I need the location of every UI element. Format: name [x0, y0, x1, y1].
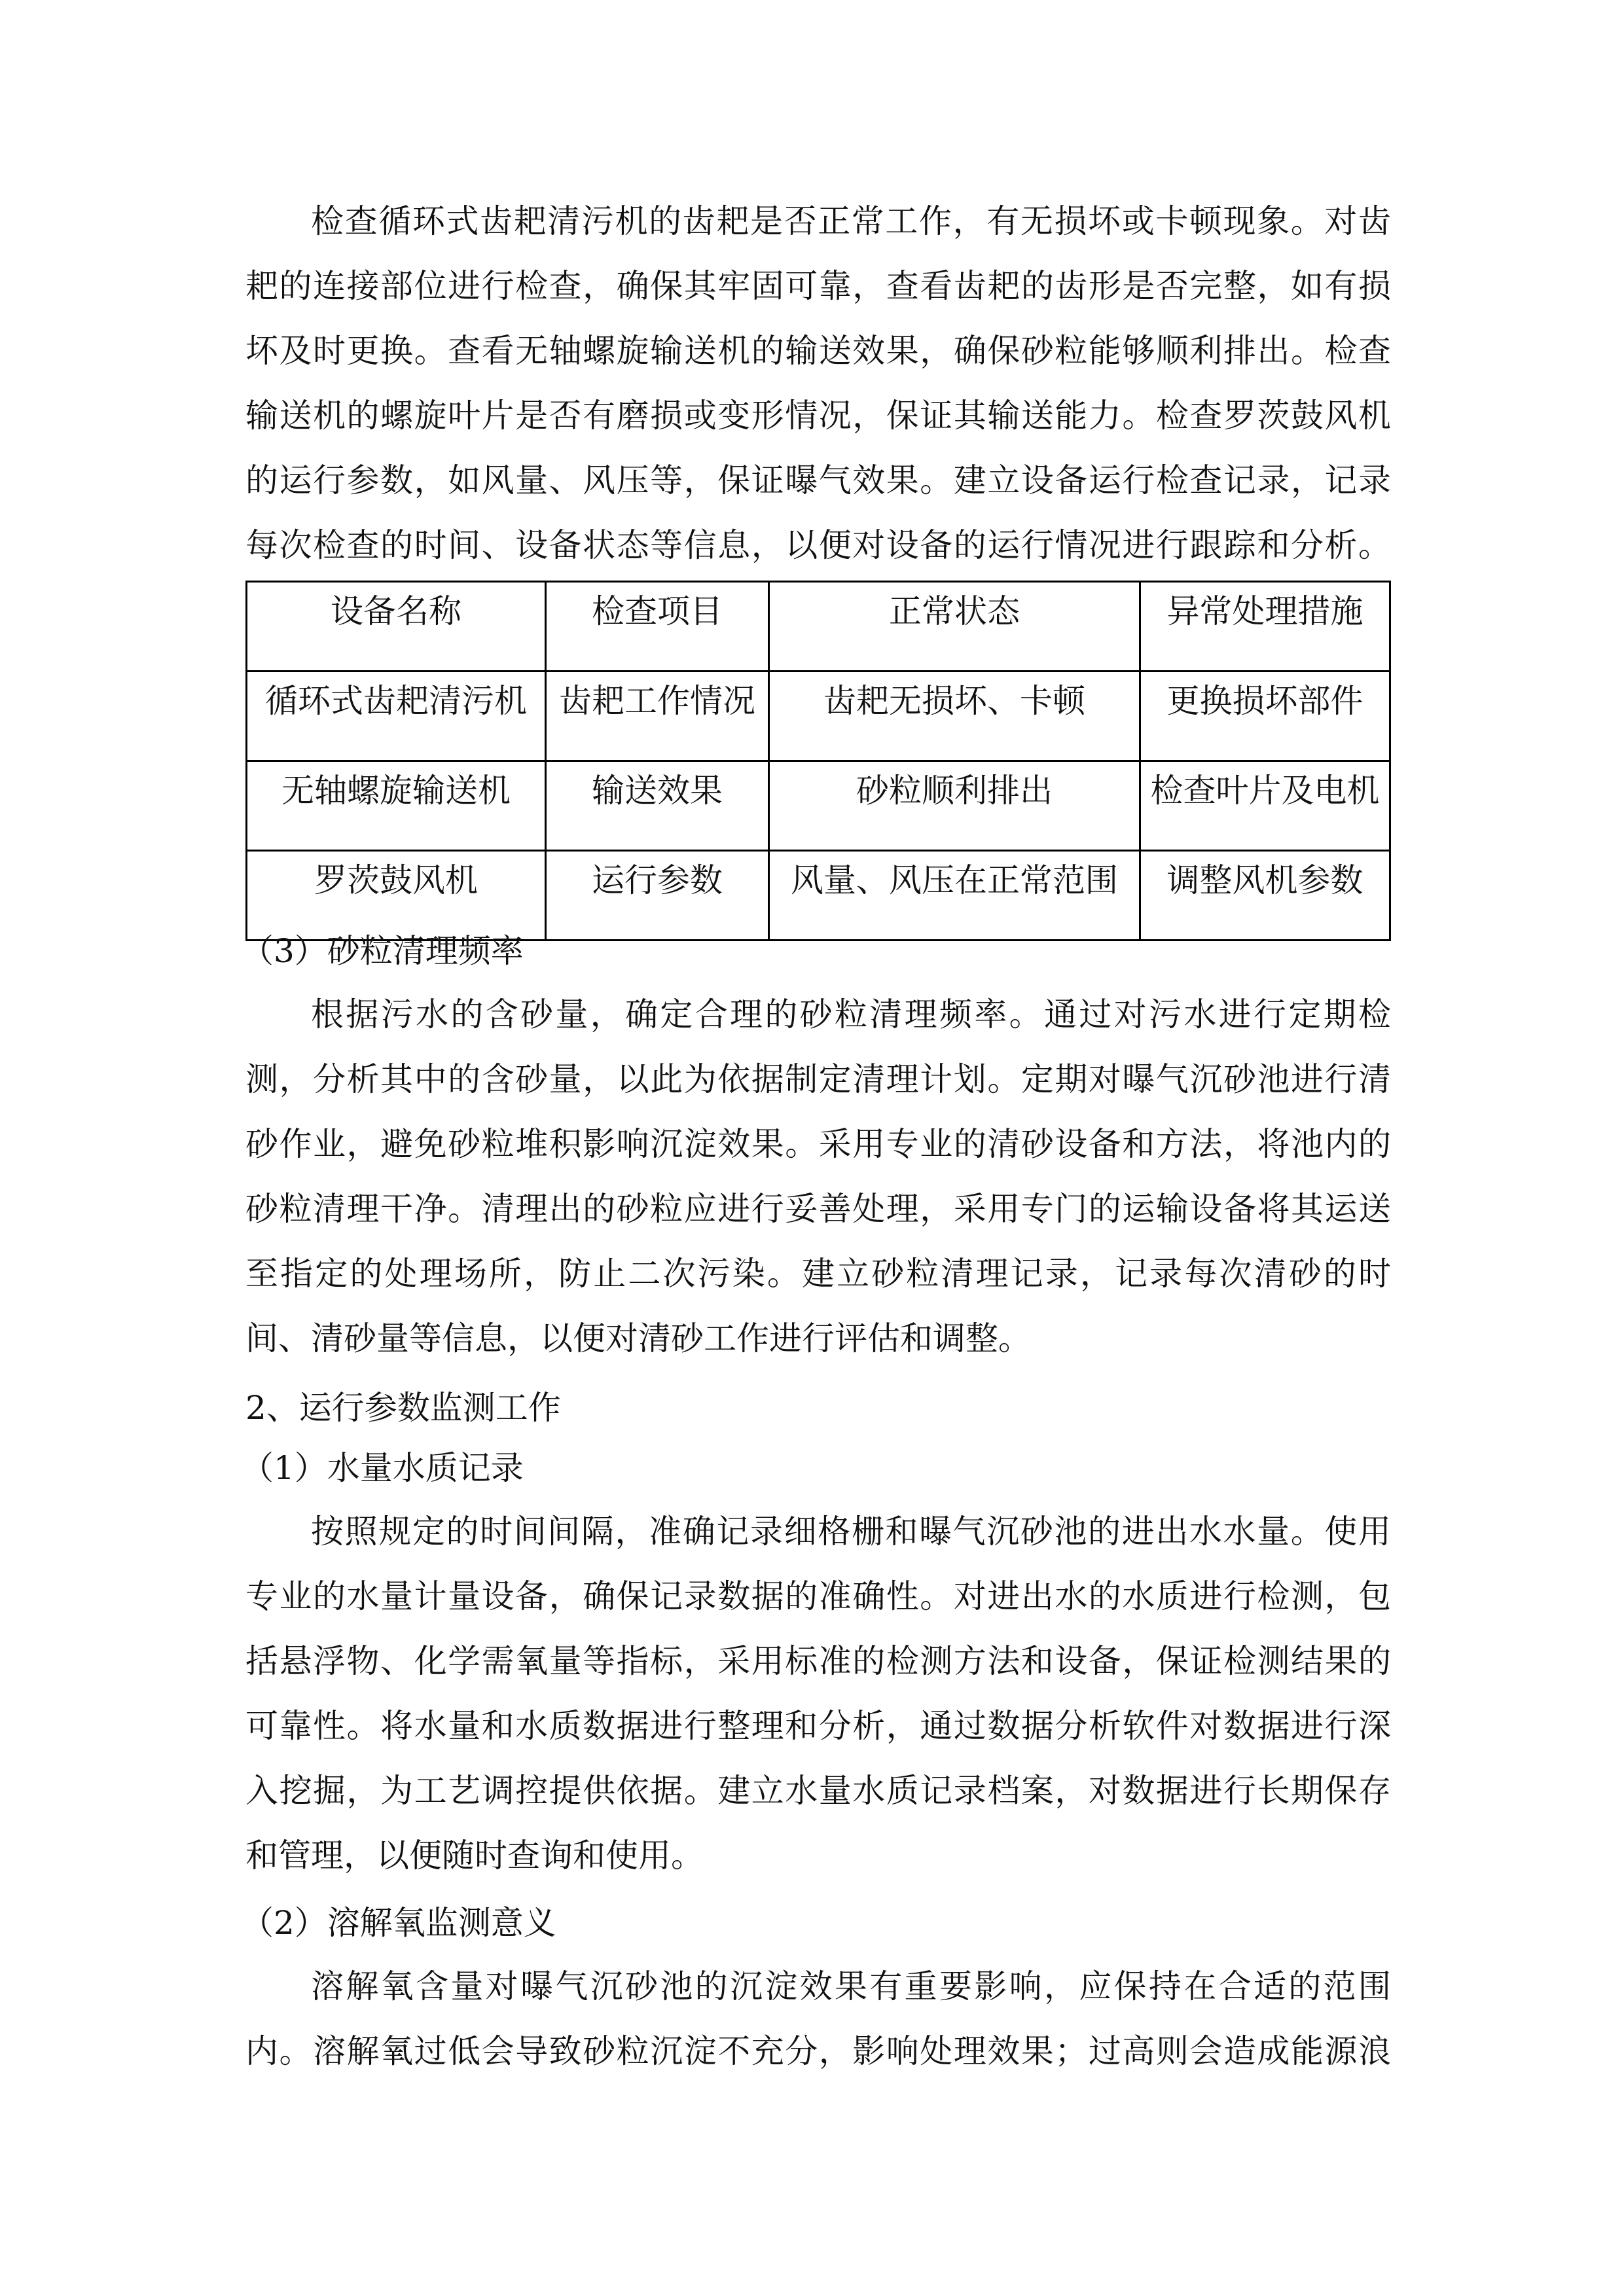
paragraph-equipment-inspection [245, 189, 1391, 578]
text-line: 括悬浮物、化学需氧量等指标，采用标准的检测方法和设备，保证检测结果的 [245, 1642, 1391, 1680]
table-cell: 检查叶片及电机 [1140, 761, 1390, 851]
text-line: 砂粒清理干净。清理出的砂粒应进行妥善处理，采用专门的运输设备将其运送 [245, 1190, 1391, 1228]
table-row [247, 672, 1390, 761]
text-line: 砂作业，避免砂粒堆积影响沉淀效果。采用专业的清砂设备和方法，将池内的 [245, 1125, 1391, 1163]
subsection-heading: （1）水量水质记录 [241, 1449, 524, 1487]
text-line: 的运行参数，如风量、风压等，保证曝气效果。建立设备运行检查记录，记录 [245, 461, 1391, 499]
text-line: 根据污水的含砂量，确定合理的砂粒清理频率。通过对污水进行定期检 [311, 996, 1391, 1033]
table-header-cell: 正常状态 [769, 582, 1140, 672]
table-cell: 无轴螺旋输送机 [247, 761, 546, 851]
text-line: 和管理，以便随时查询和使用。 [245, 1837, 704, 1874]
table-cell: 罗茨鼓风机 [247, 851, 546, 941]
table-cell: 砂粒顺利排出 [769, 761, 1140, 851]
table-cell: 调整风机参数 [1140, 851, 1390, 941]
table-cell: 齿耙无损坏、卡顿 [769, 672, 1140, 761]
equipment-inspection-table [245, 581, 1391, 941]
table-cell: 运行参数 [546, 851, 769, 941]
text-line: 内。溶解氧过低会导致砂粒沉淀不充分，影响处理效果；过高则会造成能源浪 [245, 2032, 1391, 2070]
subsection-heading: （2）溶解氧监测意义 [241, 1904, 556, 1942]
text-line: 每次检查的时间、设备状态等信息，以便对设备的运行情况进行跟踪和分析。 [245, 526, 1391, 564]
paragraph-sand-cleaning [245, 982, 1391, 1371]
text-line: 可靠性。将水量和水质数据进行整理和分析，通过数据分析软件对数据进行深 [245, 1707, 1391, 1745]
table-cell: 循环式齿耙清污机 [247, 672, 546, 761]
text-line: 按照规定的时间间隔，准确记录细格栅和曝气沉砂池的进出水水量。使用 [311, 1513, 1391, 1551]
table-row [247, 761, 1390, 851]
section-heading: 2、运行参数监测工作 [245, 1389, 561, 1427]
text-line: 溶解氧含量对曝气沉砂池的沉淀效果有重要影响，应保持在合适的范围 [311, 1967, 1391, 2005]
text-line: 专业的水量计量设备，确保记录数据的准确性。对进出水的水质进行检测，包 [245, 1577, 1391, 1615]
text-line: 至指定的处理场所，防止二次污染。建立砂粒清理记录，记录每次清砂的时 [245, 1255, 1391, 1293]
text-line: 间、清砂量等信息，以便对清砂工作进行评估和调整。 [245, 1319, 1031, 1357]
table-cell: 齿耙工作情况 [546, 672, 769, 761]
section-heading: （3）砂粒清理频率 [241, 932, 524, 970]
table-header-cell: 异常处理措施 [1140, 582, 1390, 672]
text-line: 输送机的螺旋叶片是否有磨损或变形情况，保证其输送能力。检查罗茨鼓风机 [245, 397, 1391, 435]
text-line: 坏及时更换。查看无轴螺旋输送机的输送效果，确保砂粒能够顺利排出。检查 [245, 332, 1391, 370]
table-cell: 更换损坏部件 [1140, 672, 1390, 761]
table-cell: 输送效果 [546, 761, 769, 851]
table-header-cell: 设备名称 [247, 582, 546, 672]
table-header-row [247, 582, 1390, 672]
text-line: 入挖掘，为工艺调控提供依据。建立水量水质记录档案，对数据进行长期保存 [245, 1772, 1391, 1810]
paragraph-dissolved-oxygen [245, 1954, 1391, 2084]
text-line: 耙的连接部位进行检查，确保其牢固可靠，查看齿耙的齿形是否完整，如有损 [245, 267, 1391, 305]
table-header-cell: 检查项目 [546, 582, 769, 672]
table-cell: 风量、风压在正常范围 [769, 851, 1140, 941]
text-line: 测，分析其中的含砂量，以此为依据制定清理计划。定期对曝气沉砂池进行清 [245, 1060, 1391, 1098]
paragraph-water-records [245, 1499, 1391, 1888]
text-line: 检查循环式齿耙清污机的齿耙是否正常工作，有无损坏或卡顿现象。对齿 [311, 202, 1391, 240]
